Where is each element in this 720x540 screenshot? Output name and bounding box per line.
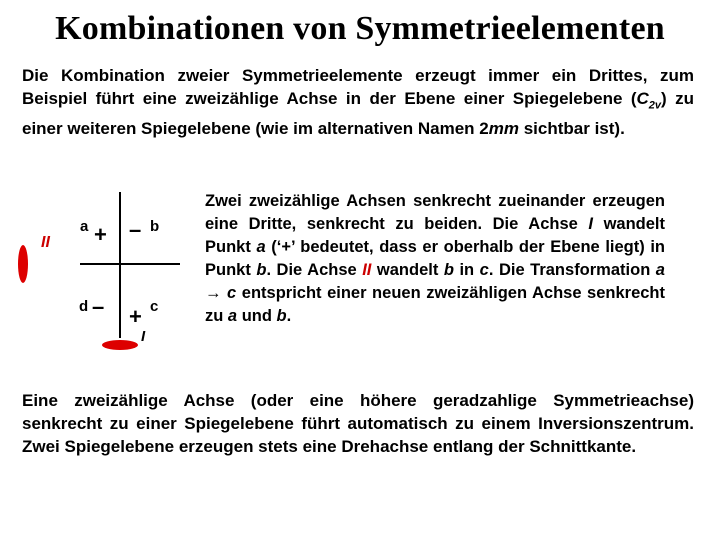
axes-text-3: (‘+’ bedeutet, dass er oberhalb der Ebene liegt) in Punkt (205, 238, 666, 279)
point-d-sign: – (92, 294, 105, 319)
alt-name-letters: mm (488, 119, 519, 139)
symmetry-diagram (0, 180, 200, 370)
axes-paragraph (205, 190, 665, 328)
axes-ref-a-2: a (655, 261, 665, 279)
axes-text-8: entspricht einer neuen zweizähligen Achse senkrecht zu (205, 284, 665, 325)
axes-text-7: . Die Transformation (488, 261, 656, 279)
axes-text-1: Zwei zweizählige Achsen senkrecht zueinander erzeugen eine Dritte, senkrecht zu beiden. Die Achse (205, 192, 665, 233)
axes-ref-c-1: c (479, 261, 489, 279)
axes-text-9: und (237, 307, 277, 325)
axes-ref-b-2: b (443, 261, 454, 279)
point-group-letter: C (636, 89, 649, 108)
point-group-subscript: 2v (648, 99, 662, 112)
axes-text-2: wandelt Punkt (205, 215, 665, 256)
axes-ref-a-3: a (227, 307, 238, 325)
page-title: Kombinationen von Symmetrieelementen (55, 10, 665, 47)
axes-text-5: wandelt (371, 261, 444, 279)
point-b-label: b (150, 218, 160, 235)
point-group-symbol (636, 89, 662, 112)
point-c-label: c (150, 298, 159, 315)
axes-ref-II: II (362, 261, 372, 279)
axis-I-marker (102, 340, 138, 350)
axes-ref-a-1: a (256, 238, 266, 256)
axes-ref-I: I (588, 215, 593, 233)
point-c-sign: + (129, 304, 142, 329)
axes-text-6: in (453, 261, 480, 279)
axes-ref-b-3: b (276, 307, 287, 325)
point-a-label: a (80, 218, 89, 235)
axis-I-label: I (141, 328, 146, 345)
axes-arrow: → (205, 284, 228, 302)
axes-ref-c-2: c (227, 284, 237, 302)
diagram-graphics (0, 180, 200, 370)
axes-text-10: . (286, 307, 292, 325)
intro-text-1: Die Kombination zweier Symmetrieelemente erzeugt immer ein Drittes, zum Beispiel führt eine zweizählige Achse in der Ebene einer Spiegelebene ( (22, 66, 694, 108)
intro-text-3: sichtbar ist). (518, 119, 625, 139)
intro-text-2: ) zu einer weiteren Spiegelebene (wie im alternativen Namen (22, 89, 694, 139)
point-a-sign: + (94, 222, 107, 247)
point-d-label: d (79, 298, 89, 315)
axes-text-4: . Die Achse (266, 261, 363, 279)
point-b-sign: – (129, 217, 142, 242)
intro-paragraph (22, 64, 694, 140)
axis-II-label: II (41, 234, 50, 251)
axis-II-marker (18, 245, 28, 283)
inversion-paragraph: Eine zweizählige Achse (oder eine höhere geradzahlige Symmetrieachse) senkrecht zu einer Spiegelebene führt automatisch zu einem Inversionszentrum. Zwei Spiegelebene erzeugen stets eine Drehachse entlang der Schnittkante. (22, 391, 694, 456)
axes-ref-b-1: b (256, 261, 267, 279)
alt-name-number: 2 (479, 119, 489, 139)
